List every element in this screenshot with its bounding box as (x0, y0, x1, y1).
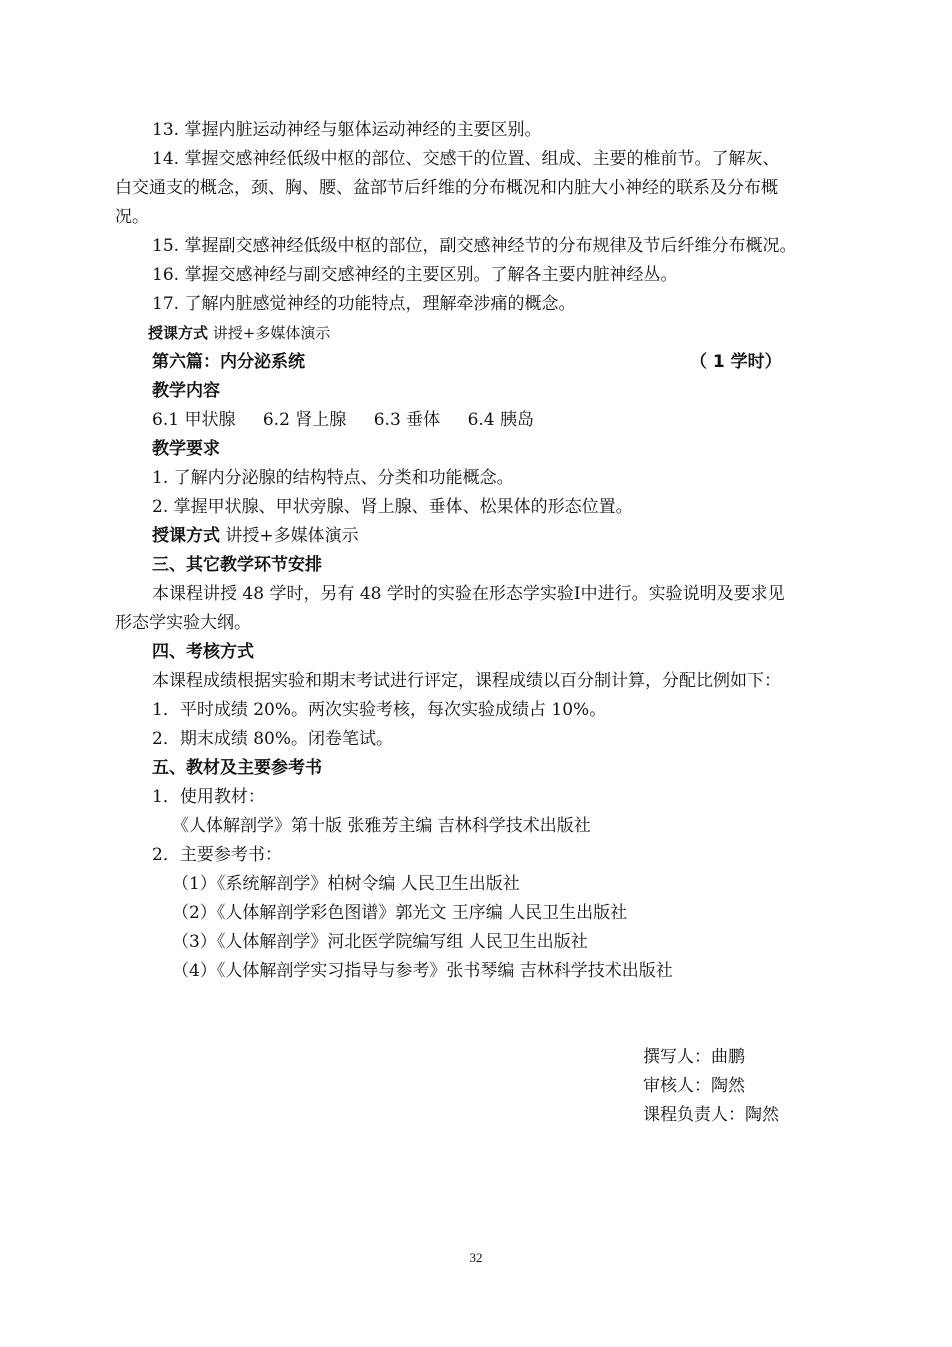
content-item-4: 6.4 胰岛 (467, 410, 535, 430)
item-16: 16. 掌握交感神经与副交感神经的主要区别。了解各主要内脏神经丛。 (152, 265, 678, 285)
textbook: 《人体解剖学》第十版 张雅芳主编 吉林科学技术出版社 (172, 816, 591, 836)
part3-line1: 本课程讲授 48 学时，另有 48 学时的实验在形态学实验Ⅰ中进行。实验说明及要求见 (152, 584, 785, 604)
teaching-mode-2-label: 授课方式 (152, 526, 220, 546)
signature-responsible: 课程负责人：陶然 (643, 1105, 779, 1125)
page-number: 32 (469, 1250, 483, 1265)
signature-reviewer: 审核人：陶然 (643, 1076, 745, 1096)
content-item-2: 6.2 肾上腺 (262, 410, 347, 430)
teaching-mode-label: 授课方式 (148, 324, 209, 342)
teaching-mode-1 (148, 319, 330, 348)
requirement-2: 2. 掌握甲状腺、甲状旁腺、肾上腺、垂体、松果体的形态位置。 (152, 497, 633, 517)
requirement-heading: 教学要求 (152, 439, 220, 459)
section6-hours: （ 1 学时） (690, 352, 782, 372)
ref-4: （4）《人体解剖学实习指导与参考》张书琴编 吉林科学技术出版社 (172, 961, 673, 981)
item-14-line2: 白交通支的概念，颈、胸、腰、盆部节后纤维的分布概况和内脏大小神经的联系及分布概 (115, 178, 778, 198)
requirement-1: 1. 了解内分泌腺的结构特点、分类和功能概念。 (152, 468, 514, 488)
ref-1: （1）《系统解剖学》柏树令编 人民卫生出版社 (172, 874, 520, 894)
part3-heading: 三、其它教学环节安排 (152, 555, 322, 575)
ref-3: （3）《人体解剖学》河北医学院编写组 人民卫生出版社 (172, 932, 588, 952)
part3-line2: 形态学实验大纲。 (115, 613, 251, 633)
refs-label: 2．主要参考书： (152, 845, 282, 865)
content-items (152, 406, 534, 435)
item-13: 13. 掌握内脏运动神经与躯体运动神经的主要区别。 (152, 120, 542, 140)
content-item-3: 6.3 垂体 (373, 410, 441, 430)
section6-title: 第六篇：内分泌系统 (152, 352, 305, 372)
item-17: 17. 了解内脏感觉神经的功能特点，理解牵涉痛的概念。 (152, 294, 576, 314)
textbook-label: 1．使用教材： (152, 787, 265, 807)
teaching-mode-2 (152, 522, 359, 551)
content-item-1: 6.1 甲状腺 (152, 410, 236, 430)
part4-heading: 四、考核方式 (152, 642, 254, 662)
item-15: 15. 掌握副交感神经低级中枢的部位，副交感神经节的分布规律及节后纤维分布概况。 (152, 236, 797, 256)
part4-line2: 1．平时成绩 20%。两次实验考核，每次实验成绩占 10%。 (152, 700, 607, 720)
part4-line1: 本课程成绩根据实验和期末考试进行评定，课程成绩以百分制计算，分配比例如下： (152, 671, 781, 691)
part4-line3: 2．期末成绩 80%。闭卷笔试。 (152, 729, 394, 749)
signature-writer: 撰写人：曲鹏 (643, 1047, 745, 1067)
item-14-line1: 14. 掌握交感神经低级中枢的部位、交感干的位置、组成、主要的椎前节。了解灰、 (152, 149, 780, 169)
content-heading: 教学内容 (152, 381, 220, 401)
part5-heading: 五、教材及主要参考书 (152, 758, 322, 778)
teaching-mode-value: 讲授+多媒体演示 (212, 324, 331, 342)
ref-2: （2）《人体解剖学彩色图谱》郭光文 王序编 人民卫生出版社 (172, 903, 628, 923)
teaching-mode-2-value: 讲授+多媒体演示 (225, 526, 359, 546)
item-14-line3: 况。 (115, 207, 149, 227)
section6-title-row (152, 348, 792, 377)
